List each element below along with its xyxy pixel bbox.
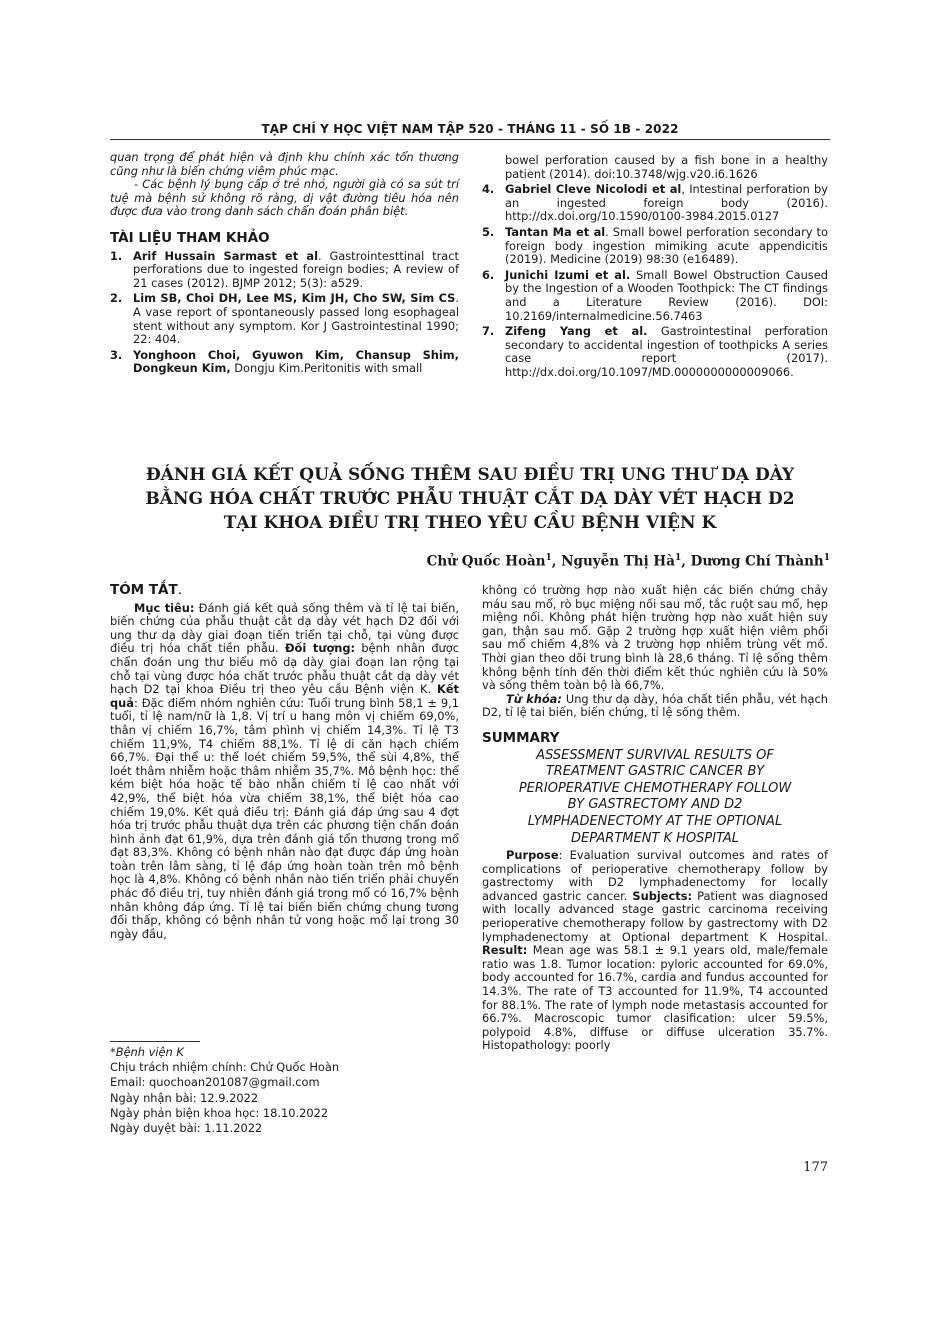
author-name: Chử Quốc Hoàn: [426, 553, 546, 570]
affiliation: *Bệnh viện K: [110, 1045, 184, 1059]
abstract-vi-continued: không có trường hợp nào xuất hiện các biến chứng chảy máu sau mổ, rò bục miệng nối sau mổ, tắc ruột sau mổ, hẹp miệng nối. Không phát hiện trường hợp nào xuất hiện suy gan, thận sau mổ. Gặp 2 trường hợp xuất hiện viêm phổi sau mổ chiếm 4,8% và 2 trường hợp nhiễm trùng vết mổ. Thời gian theo dõi trung bình là 28,6 tháng. Tỉ lệ sống thêm không bệnh tính đến thời điểm kết thúc nghiên cứu là 50% và sống thêm toàn bộ là 66,7%.: [482, 583, 828, 693]
reference-item: 6. Junichi Izumi et al. Small Bowel Obstruction Caused by the Ingestion of a Wooden Toothpick: The CT findings and a Literature Review (2016). DOI: 10.2169/internalmedicine.56.7463: [482, 267, 828, 323]
reference-text: bowel perforation caused by a fish bone in a healthy patient (2014). doi:10.3748/wjg.v20.i6.1626: [505, 153, 828, 181]
author-name: Nguyễn Thị Hà: [561, 553, 675, 570]
date-reviewed: Ngày phản biện khoa học: 18.10.2022: [110, 1105, 329, 1120]
reference-item: [482, 154, 828, 181]
abstract-vi-body: Mục tiêu: Đánh giá kết quả sống thêm và tỉ lệ tai biến, biến chứng của phẫu thuật cắt dạ dày vét hạch D2 đối với ung thư dạ dày giai đoạn tiến triển tại chỗ, tại vùng được điều trị hóa chất tiền phẫu. Đối tượng: bệnh nhân được chẩn đoán ung thư biểu mô dạ dày giai đoạn lan rộng tại chỗ tại vùng được hóa chất trước phẫu thuật cắt dạ dày vét hạch D2 tại khoa Điều trị theo yêu cầu Bệnh viện K. Kết quả: Đặc điểm nhóm nghiên cứu: Tuổi trung bình 58,1 ± 9,1 tuổi, tỉ lệ nam/nữ là 1,8. Vị trí u hang môn vị chiếm 69,0%, thân vị chiếm 16,7%, tâm phình vị chiếm 14,3%. Tỉ lệ T3 chiếm 11,9%, T4 chiếm 88,1%. Tỉ lệ di căn hạch chiếm 66,7%. Đại thể u: thể loét chiếm 59,5%, thể sùi 4,8%, thể loét thâm nhiễm hoặc thâm nhiễm 35,7%. Mô bệnh học: thể kém biệt hóa hoặc tế bào nhẫn chiếm tỉ lệ cao nhất với 42,9%, thể biệt hóa vừa chiếm 38,1%, thể biệt hóa cao chiếm 19,0%. Kết quả điều trị: Đánh giá đáp ứng sau 4 đợt hóa trị trước phẫu thuật dựa trên các phương tiện chẩn đoán hình ảnh đạt 61,9%, dựa trên đánh giá tổn thương trong mổ đạt 83,3%. Không có bệnh nhân nào đạt được đáp ứng hoàn toàn trên lâm sàng, tỉ lệ đáp ứng hoàn toàn trên mô bệnh học là 4,8%. Không có bệnh nhân nào tiến triển phải chuyển phác đồ điều trị, tuy nhiên đánh giá trong mổ có 16,7% bệnh nhân không đáp ứng. Tỉ lệ tai biến biến chứng chung tương đối thấp, không có bệnh nhân tử vong hoặc mổ lại trong 30 ngày đầu,: [110, 600, 460, 941]
author-list: Chử Quốc Hoàn$^1$, Nguyễn Thị $Hà^1$, Dương Chí Thành$^1$: [426, 553, 830, 570]
reference-item: 3. Yonghoon Choi, Gyuwon Kim, Chansup Shim, Dongkeun Kim, Dongju Kim.Peritonitis with small: [110, 347, 459, 376]
summary-heading: SUMMARY: [482, 729, 560, 746]
references-heading: TÀI LIỆU THAM KHẢO: [110, 229, 270, 246]
footnote: [110, 1045, 459, 1136]
corresponding-author: Chịu trách nhiệm chính: Chử Quốc Hoàn: [110, 1060, 340, 1075]
reference-text: Gastrointestinal perforation secondary to accidental ingestion of toothpicks A series case report (2017). http://dx.doi.org/10.1097/MD.0000000000009066.: [505, 324, 828, 379]
author-name: Dương Chí Thành: [690, 553, 824, 570]
reference-authors: Zifeng Yang et al.: [505, 324, 648, 339]
reference-text: Small Bowel Obstruction Caused by the Ingestion of a Wooden Toothpick: The CT findings and a Literature Review (2016). DOI: 10.2169/internalmedicine.56.7463: [505, 267, 828, 323]
reference-text: , Intestinal perforation by an ingested foreign body (2016). http://dx.doi.org/10.1590/0100-3984.2015.0127: [505, 182, 828, 224]
conclusion-para-2: - Các bệnh lý bụng cấp ở trẻ nhỏ, người già có sa sút trí tuệ mà bệnh sử không rõ ràng, dị vật đường tiêu hóa nên được đưa vào trong danh sách chẩn đoán phân biệt.: [110, 177, 459, 219]
article-title-line: BẰNG HÓA CHẤT TRƯỚC PHẪU THUẬT CẮT DẠ DÀY VÉT HẠCH D2: [145, 489, 795, 509]
reference-text: Dongju Kim.Peritonitis with small: [230, 361, 423, 376]
reference-authors: Junichi Izumi et al.: [505, 267, 631, 282]
references-list-right: [482, 154, 828, 380]
reference-item: 4. Gabriel Cleve Nicolodi et al, Intestinal perforation by an ingested foreign body (2016). http://dx.doi.org/10.1590/0100-3984.2015.0127: [482, 182, 828, 224]
top-right-column: [482, 154, 828, 382]
conclusion-para-1: quan trọng để phát hiện và định khu chính xác tổn thương cũng như là biến chứng viêm phúc mạc.: [110, 150, 459, 178]
header-rule: [110, 139, 830, 140]
abstract-right-column: [482, 584, 828, 1053]
date-received: Ngày nhận bài: 12.9.2022: [110, 1090, 259, 1105]
reference-item: 1. Arif Hussain Sarmast et al. Gastrointesttinal tract perforations due to ingested foreign bodies; A review of 21 cases (2012). BJMP 2012; 5(3): a529.: [110, 248, 459, 290]
reference-item: 2. Lim SB, Choi DH, Lee MS, Kim JH, Cho SW, Sim CS. A vase report of spontaneously passed long esophageal stent without any symptom. Kor J Gastrointestinal 1990; 22: 404.: [110, 291, 459, 347]
reference-text: . Small bowel perforation secondary to foreign body ingestion mimiking acute appendicitis (2019). Medicine (2019) 98:30 (e16489).: [505, 224, 828, 267]
english-title: ASSESSMENT SURVIVAL RESULTS OF TREATMENT GASTRIC CANCER BY PERIOPERATIVE CHEMOTHERAPY FOLLOW BY GASTRECTOMY AND D2 LYMPHADENECTOMY AT THE OPTIONAL DEPARTMENT K HOSPITAL: [518, 747, 792, 846]
email: Email: quochoan201087@gmail.com: [110, 1075, 320, 1090]
article-title-line: ĐÁNH GIÁ KẾT QUẢ SỐNG THÊM SAU ĐIỀU TRỊ UNG THƯ DẠ DÀY: [145, 465, 795, 485]
reference-authors: Gabriel Cleve Nicolodi et al: [505, 182, 682, 197]
abstract-en-body: Purpose: Evaluation survival outcomes and rates of complications of perioperative chemotherapy follow by gastrectomy with D2 lymphadenectomy for locally advanced gastric cancer. Subjects: Patient was diagnosed with locally advanced stage gastric carcinoma receiving perioperative chemotherapy follow by gastrectomy with D2 lymphadenectomy at Optional department K Hospital. Result: Mean age was 58.1 ± 9.1 years old, male/female ratio was 1.8. Tumor location: pyloric accounted for 69.0%, body accounted for 16.7%, cardia and fundus accounted for 14.3%. The rate of T3 accounted for 11.9%, T4 accounted for 88.1%. The rate of lymph node metastasis accounted for 66.7%. Macroscopic tumor clasification: ulcer 59.5%, polypoid 4.8%, diffuse or diffuse ulceration 35.7%. Histopathology: poorly: [482, 848, 828, 1053]
top-left-column: [110, 151, 459, 378]
reference-authors: Yonghoon Choi, Gyuwon Kim, Chansup Shim, Dongkeun Kim,: [133, 347, 459, 376]
page-number: 177: [803, 1160, 828, 1175]
references-list-left: [110, 250, 459, 376]
reference-item: 5. Tantan Ma et al. Small bowel perforation secondary to foreign body ingestion mimiking acute appendicitis (2019). Medicine (2019) 98:30 (e16489).: [482, 224, 828, 267]
reference-authors: Lim SB, Choi DH, Lee MS, Kim JH, Cho SW, Sim CS: [133, 291, 456, 306]
reference-text: . A vase report of spontaneously passed long esophageal stent without any symptom. Kor J Gastrointestinal 1990; 22: 404.: [133, 291, 459, 347]
abstract-vi-column: [110, 584, 459, 941]
journal-header: TẠP CHÍ Y HỌC VIỆT NAM TẬP 520 - THÁNG 11 - SỐ 1B - 2022: [261, 122, 679, 136]
reference-text: . Gastrointesttinal tract perforations due to ingested foreign bodies; A review of 21 cases (2012). BJMP 2012; 5(3): a529.: [133, 248, 459, 290]
article-title: [110, 463, 830, 535]
footnote-rule: [110, 1041, 200, 1042]
article-title-line: TẠI KHOA ĐIỀU TRỊ THEO YÊU CẦU BỆNH VIỆN K: [223, 513, 717, 533]
reference-authors: Tantan Ma et al: [505, 224, 606, 239]
reference-authors: Arif Hussain Sarmast et al: [133, 248, 318, 263]
keywords: Từ khóa: Ung thư dạ dày, hóa chất tiền phẫu, vét hạch D2, tỉ lệ tai biến, biến chứng, tỉ lệ sống thêm.: [482, 691, 828, 720]
abstract-heading: TÓM TẮT.: [110, 582, 182, 598]
reference-item: 7. Zifeng Yang et al. Gastrointestinal perforation secondary to accidental ingestion of toothpicks A series case report (2017). http://dx.doi.org/10.1097/MD.0000000000009066.: [482, 324, 828, 379]
date-accepted: Ngày duyệt bài: 1.11.2022: [110, 1121, 263, 1136]
